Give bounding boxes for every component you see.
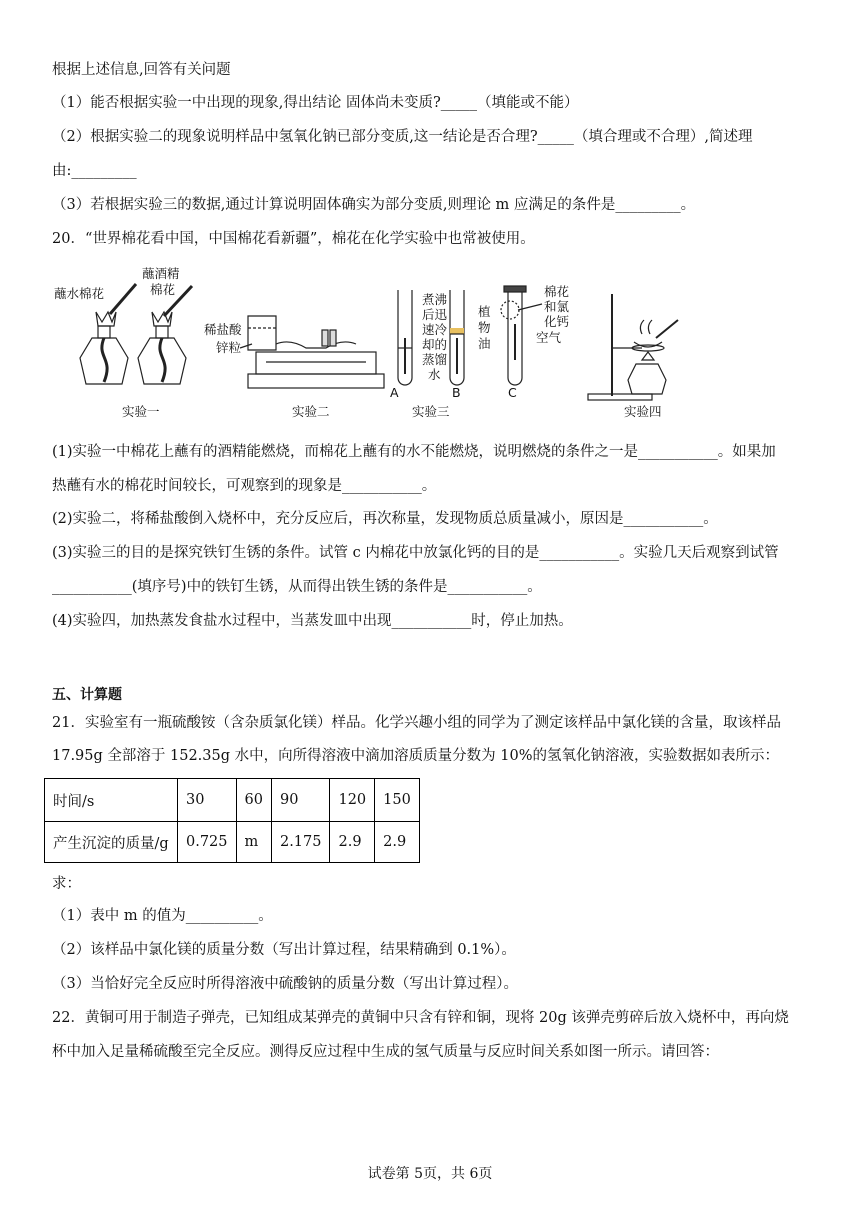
alcohol-cotton-label-1: 蘸酒精	[142, 266, 180, 281]
question-21b: 17.95g 全部溶于 152.35g 水中，向所得溶液中滴加溶质质量分数为 10%的氢氧化钠溶液，实验数据如表所示：	[52, 748, 779, 764]
table-cell: 150	[375, 779, 420, 822]
question-21-1: （1）表中 m 的值为__________。	[52, 908, 273, 924]
tube-a-label: A	[390, 385, 399, 400]
boiled-label-5: 蒸馏	[422, 352, 448, 367]
question-21-3: （3）当恰好完全反应时所得溶液中硫酸钠的质量分数（写出计算过程）。	[52, 976, 518, 992]
alcohol-cotton-label-2: 棉花	[150, 282, 176, 297]
table-row	[45, 822, 420, 863]
table-cell: 90	[271, 779, 330, 822]
experiment-2-drawing	[204, 316, 384, 419]
oil-label-1: 植	[478, 304, 491, 319]
page-footer: 试卷第 5页，共 6页	[367, 1166, 493, 1182]
table-cell: 产生沉淀的质量/g	[45, 822, 178, 863]
cotton-cacl2-label-3: 化钙	[544, 314, 570, 329]
question-19-1: （1）能否根据实验一中出现的现象,得出结论 固体尚未变质?_____（填能或不能）	[52, 95, 579, 111]
tube-b-label: B	[452, 385, 461, 400]
question-21-ask: 求：	[52, 876, 81, 892]
cotton-cacl2-label-2: 和氯	[544, 299, 570, 314]
question-21-2: （2）该样品中氯化镁的质量分数（写出计算过程，结果精确到 0.1%）。	[52, 942, 516, 958]
text-line: 根据上述信息,回答有关问题	[52, 62, 231, 78]
oil-label-3: 油	[478, 336, 491, 351]
table-cell: 60	[236, 779, 271, 822]
question-19-3: （3）若根据实验三的数据,通过计算说明固体确实为部分变质,则理论 m 应满足的条件是_________。	[52, 197, 696, 213]
experiment-1-drawing	[54, 266, 192, 419]
experiment-4-drawing	[588, 294, 678, 419]
experiment-4-label: 实验四	[624, 404, 662, 419]
experiment-3-drawing	[390, 284, 570, 419]
table-cell: 2.9	[330, 822, 375, 863]
section-heading: 五、计算题	[52, 687, 122, 703]
table-cell: m	[236, 822, 271, 863]
oil-label-2: 物	[478, 320, 491, 335]
question-22a: 22．黄铜可用于制造子弹壳，已知组成某弹壳的黄铜中只含有锌和铜，现将 20g 该弹壳剪碎后放入烧杯中，再向烧	[52, 1010, 789, 1026]
question-19-2: （2）根据实验二的现象说明样品中氢氧化钠已部分变质,这一结论是否合理?_____（填合理或不合理）,简述理	[52, 129, 753, 145]
question-20-1b: 热蘸有水的棉花时间较长，可观察到的现象是___________。	[52, 478, 437, 494]
experiment-1-label: 实验一	[122, 404, 160, 419]
experiment-figure	[52, 264, 772, 426]
question-22b: 杯中加入足量稀硫酸至完全反应。测得反应过程中生成的氢气质量与反应时间关系如图一所示。请回答：	[52, 1044, 719, 1060]
air-label: 空气	[536, 330, 562, 345]
water-cotton-label: 蘸水棉花	[54, 286, 105, 301]
experiment-3-label: 实验三	[412, 404, 450, 419]
experiment-2-label: 实验二	[292, 404, 330, 419]
boiled-label-1: 煮沸	[422, 292, 448, 307]
question-20-3a: (3)实验三的目的是探究铁钉生锈的条件。试管 c 内棉花中放氯化钙的目的是___________。实验几天后观察到试管	[52, 545, 779, 561]
question-20-2: (2)实验二，将稀盐酸倒入烧杯中，充分反应后，再次称量，发现物质总质量减小，原因是___________。	[52, 511, 718, 527]
boiled-label-6: 水	[428, 367, 441, 382]
boiled-label-4: 却的	[422, 337, 448, 352]
question-20-4: (4)实验四，加热蒸发食盐水过程中，当蒸发皿中出现___________时，停止加热。	[52, 613, 573, 629]
boiled-label-3: 速冷	[422, 322, 448, 337]
question-21a: 21．实验室有一瓶硫酸铵（含杂质氯化镁）样品。化学兴趣小组的同学为了测定该样品中氯化镁的含量，取该样品	[52, 715, 781, 731]
table-cell: 120	[330, 779, 375, 822]
question-19-2-cont: 由:_________	[52, 163, 137, 179]
table-cell: 0.725	[178, 822, 237, 863]
hcl-label: 稀盐酸	[204, 322, 242, 337]
question-20: 20．“世界棉花看中国，中国棉花看新疆”，棉花在化学实验中也常被使用。	[52, 231, 535, 247]
table-cell: 2.175	[271, 822, 330, 863]
question-20-3b: ___________(填序号)中的铁钉生锈，从而得出铁生锈的条件是___________。	[52, 579, 542, 595]
tube-c-label: C	[508, 385, 517, 400]
data-table	[44, 778, 420, 863]
boiled-label-2: 后迅	[422, 307, 448, 322]
table-cell: 2.9	[375, 822, 420, 863]
cotton-cacl2-label-1: 棉花	[544, 284, 570, 299]
question-20-1a: (1)实验一中棉花上蘸有的酒精能燃烧，而棉花上蘸有的水不能燃烧，说明燃烧的条件之一是___________。如果加	[52, 444, 776, 460]
table-cell: 30	[178, 779, 237, 822]
table-row	[45, 779, 420, 822]
zinc-label: 锌粒	[216, 340, 242, 355]
table-cell: 时间/s	[45, 779, 178, 822]
